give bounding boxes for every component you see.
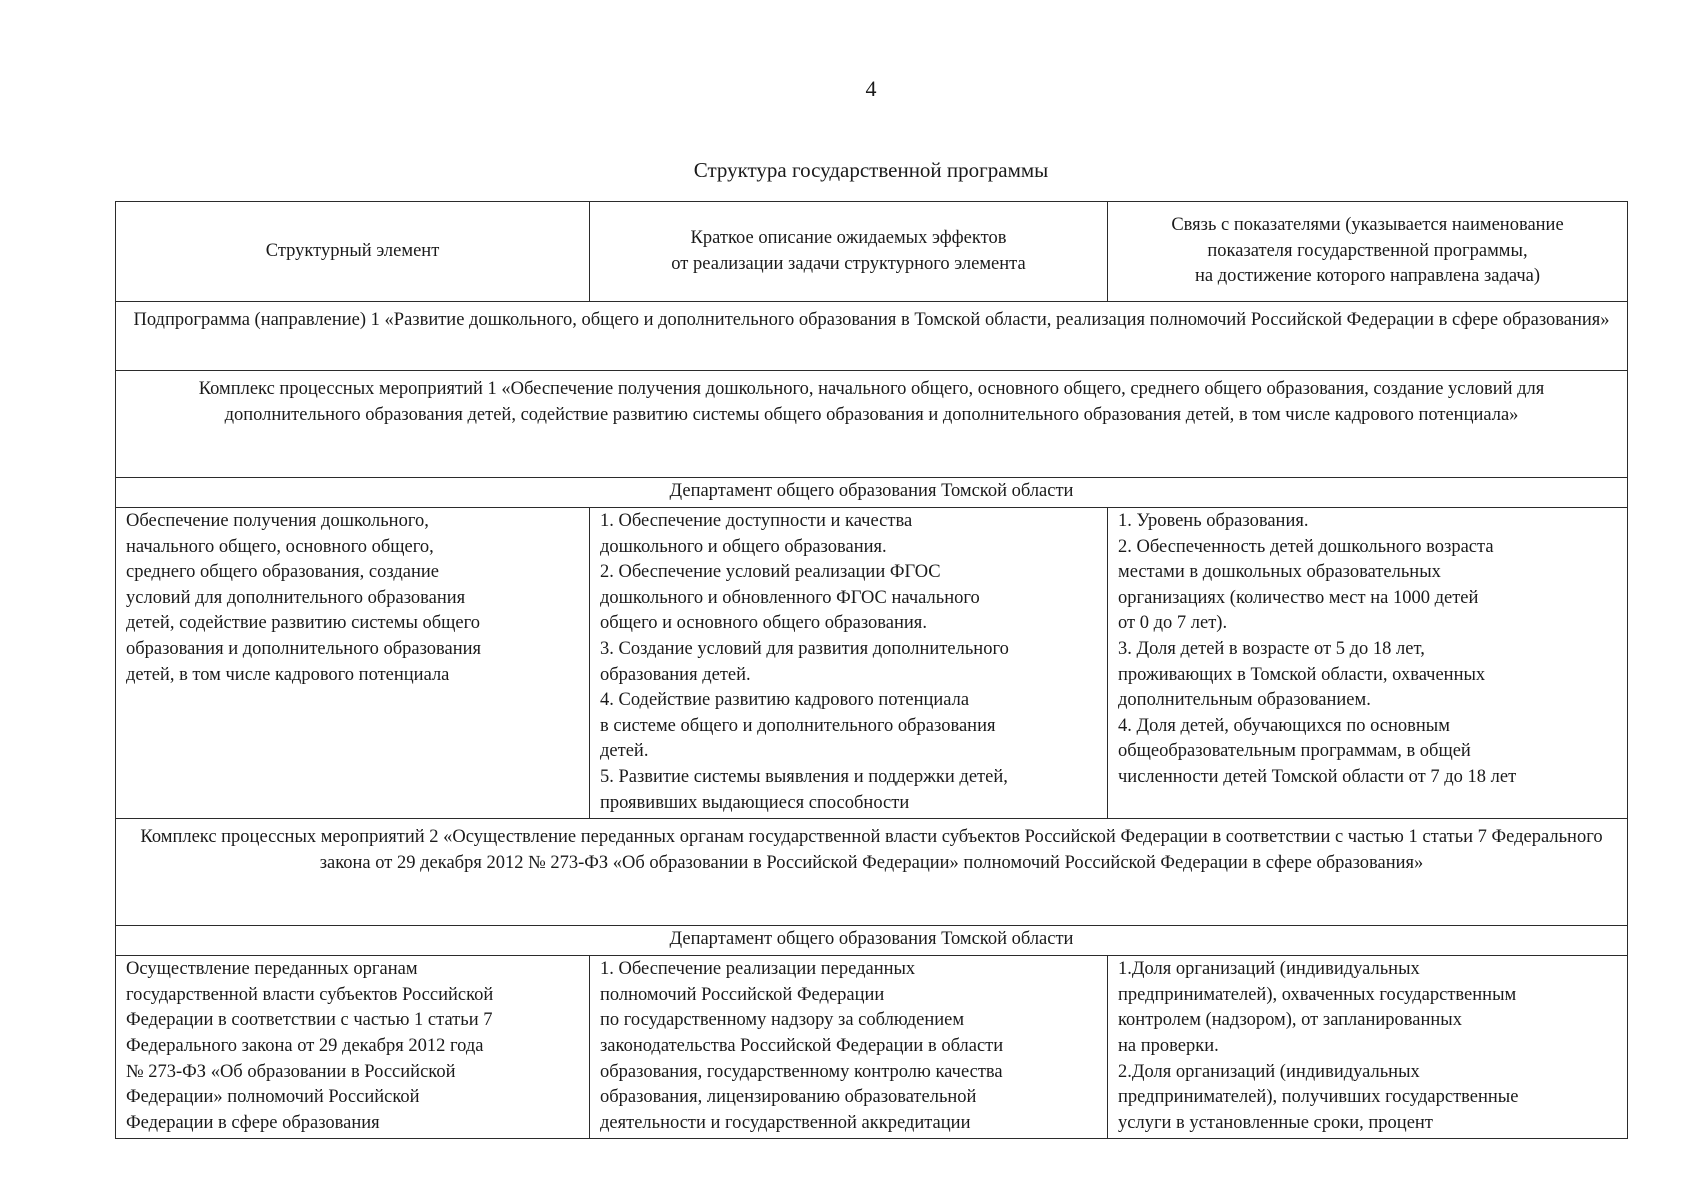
program-structure-table — [115, 201, 1628, 1139]
subprogram-row — [116, 302, 1628, 371]
complex-1-title: Комплекс процессных мероприятий 1 «Обеспечение получения дошкольного, начального общего, основного общего, среднего общего образования, создание условий для дополнительного образования детей, содействие развитию системы общего образования и дополнительного образования детей, в том числе кадрового потенциала» — [116, 371, 1628, 478]
complex-2-indicators: 1.Доля организаций (индивидуальных предпринимателей), охваченных государственным контролем (надзором), от запланированных на проверки. 2.Доля организаций (индивидуальных предпринимателей), получивших государственные услуги в установленные сроки, процент — [1108, 956, 1628, 1139]
complex-1-department-row — [116, 478, 1628, 508]
complex-1-row — [116, 371, 1628, 478]
complex-2-title: Комплекс процессных мероприятий 2 «Осуществление переданных органам государственной власти субъектов Российской Федерации в соответствии с частью 1 статьи 7 Федерального закона от 29 декабря 2012 № 273-ФЗ «Об образовании в Российской Федерации» полномочий Российской Федерации в сфере образования» — [116, 819, 1628, 926]
column-header-expected-effects: Краткое описание ожидаемых эффектов от реализации задачи структурного элемента — [590, 202, 1108, 302]
complex-1-structural-element: Обеспечение получения дошкольного, начального общего, основного общего, среднего общего образования, создание условий для дополнительного образования детей, содействие развитию системы общего образования и дополнительного образования детей, в том числе кадрового потенциала — [116, 508, 590, 819]
complex-2-data-row — [116, 956, 1628, 1139]
column-header-structural-element: Структурный элемент — [116, 202, 590, 302]
table-header-row — [116, 202, 1628, 302]
document-title: Структура государственной программы — [693, 158, 1049, 182]
complex-1-data-row — [116, 508, 1628, 819]
column-header-indicators-link: Связь с показателями (указывается наименование показателя государственной программы, на достижение которого направлена задача) — [1108, 202, 1628, 302]
complex-2-row — [116, 819, 1628, 926]
complex-1-expected-effects: 1. Обеспечение доступности и качества дошкольного и общего образования. 2. Обеспечение условий реализации ФГОС дошкольного и обновленного ФГОС начального общего и основного общего образования. 3. Создание условий для развития дополнительного образования детей. 4. Содействие развитию кадрового потенциала в системе общего и дополнительного образования детей. 5. Развитие системы выявления и поддержки детей, проявивших выдающиеся способности — [590, 508, 1108, 819]
complex-1-indicators: 1. Уровень образования. 2. Обеспеченность детей дошкольного возраста местами в дошкольных образовательных организациях (количество мест на 1000 детей от 0 до 7 лет). 3. Доля детей в возрасте от 5 до 18 лет, проживающих в Томской области, охваченных дополнительным образованием. 4. Доля детей, обучающихся по основным общеобразовательным программам, в общей численности детей Томской области от 7 до 18 лет — [1108, 508, 1628, 819]
complex-2-department: Департамент общего образования Томской области — [116, 926, 1628, 956]
subprogram-title: Подпрограмма (направление) 1 «Развитие дошкольного, общего и дополнительного образования в Томской области, реализация полномочий Российской Федерации в сфере образования» — [116, 302, 1628, 371]
complex-2-structural-element: Осуществление переданных органам государственной власти субъектов Российской Федерации в соответствии с частью 1 статьи 7 Федерального закона от 29 декабря 2012 года № 273-ФЗ «Об образовании в Российской Федерации» полномочий Российской Федерации в сфере образования — [116, 956, 590, 1139]
complex-2-expected-effects: 1. Обеспечение реализации переданных полномочий Российской Федерации по государственному надзору за соблюдением законодательства Российской Федерации в области образования, государственному контролю качества образования, лицензированию образовательной деятельности и государственной аккредитации — [590, 956, 1108, 1139]
complex-1-department: Департамент общего образования Томской области — [116, 478, 1628, 508]
complex-2-department-row — [116, 926, 1628, 956]
page-number: 4 — [865, 76, 877, 101]
